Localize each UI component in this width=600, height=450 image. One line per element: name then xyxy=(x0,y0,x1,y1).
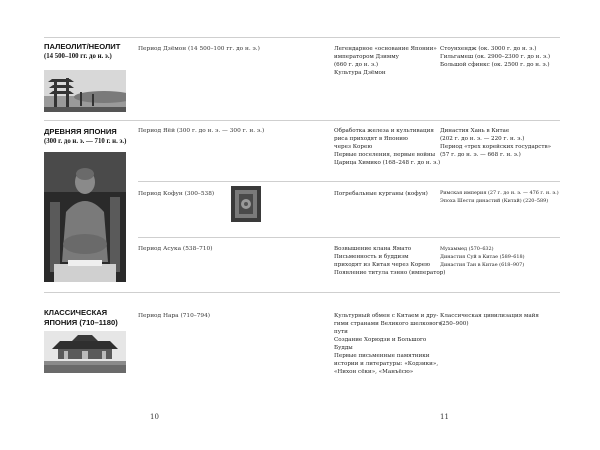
japan-events-kofun: Погребальные курганы (кофун) xyxy=(334,191,428,197)
separator-kofun xyxy=(138,181,560,182)
era-title-ancient: ДРЕВНЯЯ ЯПОНИЯ (300 г. до н. э. — 710 г. н. э.) xyxy=(44,127,127,145)
period-jomon: Период Дзёмон (14 500–100 гг. до н. э.) xyxy=(138,46,260,52)
japan-events-jomon: Легендарное «основание Японии» императором Дзимму (660 г. до н. э.) Культура Дзёмон xyxy=(334,46,437,76)
photo-buddha-statue xyxy=(44,152,126,282)
world-events-kofun: Римская империя (27 г. до н. э. — 476 г. н. э.) Эпоха Шести династий (Китай) (220–589) xyxy=(440,190,559,204)
world-events-yayoi: Династия Хань в Китае (202 г. до н. э. — 220 г. н. э.) Период «трех корейских государств» (57 г. до н. э. — 668 г. н. э.) xyxy=(440,128,552,158)
photo-temple xyxy=(44,331,126,373)
japan-events-nara: Культурный обмен с Китаем и дру- гими странами Великого шелкового пути Создание Хорюдзи и Большого Будды Первые письменные памятники истории и литературы: «Кодзики», «Нихон сёки», «Манъёсю» xyxy=(334,313,442,375)
page-number-left: 10 xyxy=(150,413,159,421)
japan-events-asuka: Возвышение клана Ямато Письменность и буддизм приходят из Китая через Корею Появление титула тэнно (император) xyxy=(334,246,446,276)
page-number-right: 11 xyxy=(440,413,449,421)
world-events-asuka: Мухаммед (570–632) Династия Суй в Китае (589–618) Династия Тан в Китае (618–907) xyxy=(440,246,525,268)
separator-asuka xyxy=(138,237,560,238)
period-kofun: Период Кофун (300–538) xyxy=(138,191,215,197)
world-events-jomon: Стоунхендж (ок. 3000 г. до н. э.) Гильгамеш (ок. 2900–2300 г. до н. э.) Большой сфинкс (ок. 2500 г. до н. э.) xyxy=(440,46,551,68)
separator-era-1 xyxy=(44,120,560,121)
photo-kofun-mirror xyxy=(231,186,261,222)
era-title-paleolith: ПАЛЕОЛИТ/НЕОЛИТ (14 500–100 гг. до н. э.) xyxy=(44,42,121,60)
photo-pagoda xyxy=(44,70,126,112)
period-nara: Период Нара (710–794) xyxy=(138,313,211,319)
separator-top xyxy=(44,37,560,38)
era-title-classical: КЛАССИЧЕСКАЯ ЯПОНИЯ (710–1180) xyxy=(44,308,118,327)
period-asuka: Период Асука (538–710) xyxy=(138,246,213,252)
period-yayoi: Период Яёй (300 г. до н. э. — 300 г. н. э.) xyxy=(138,128,265,134)
world-events-nara: Классическая цивилизация майя (250–900) xyxy=(440,313,539,327)
japan-events-yayoi: Обработка железа и культивация риса приходят в Японию через Корею Первые поселения, первые войны Царица Химико (168–248 г. до н. э.) xyxy=(334,128,441,166)
separator-era-2 xyxy=(44,292,560,293)
